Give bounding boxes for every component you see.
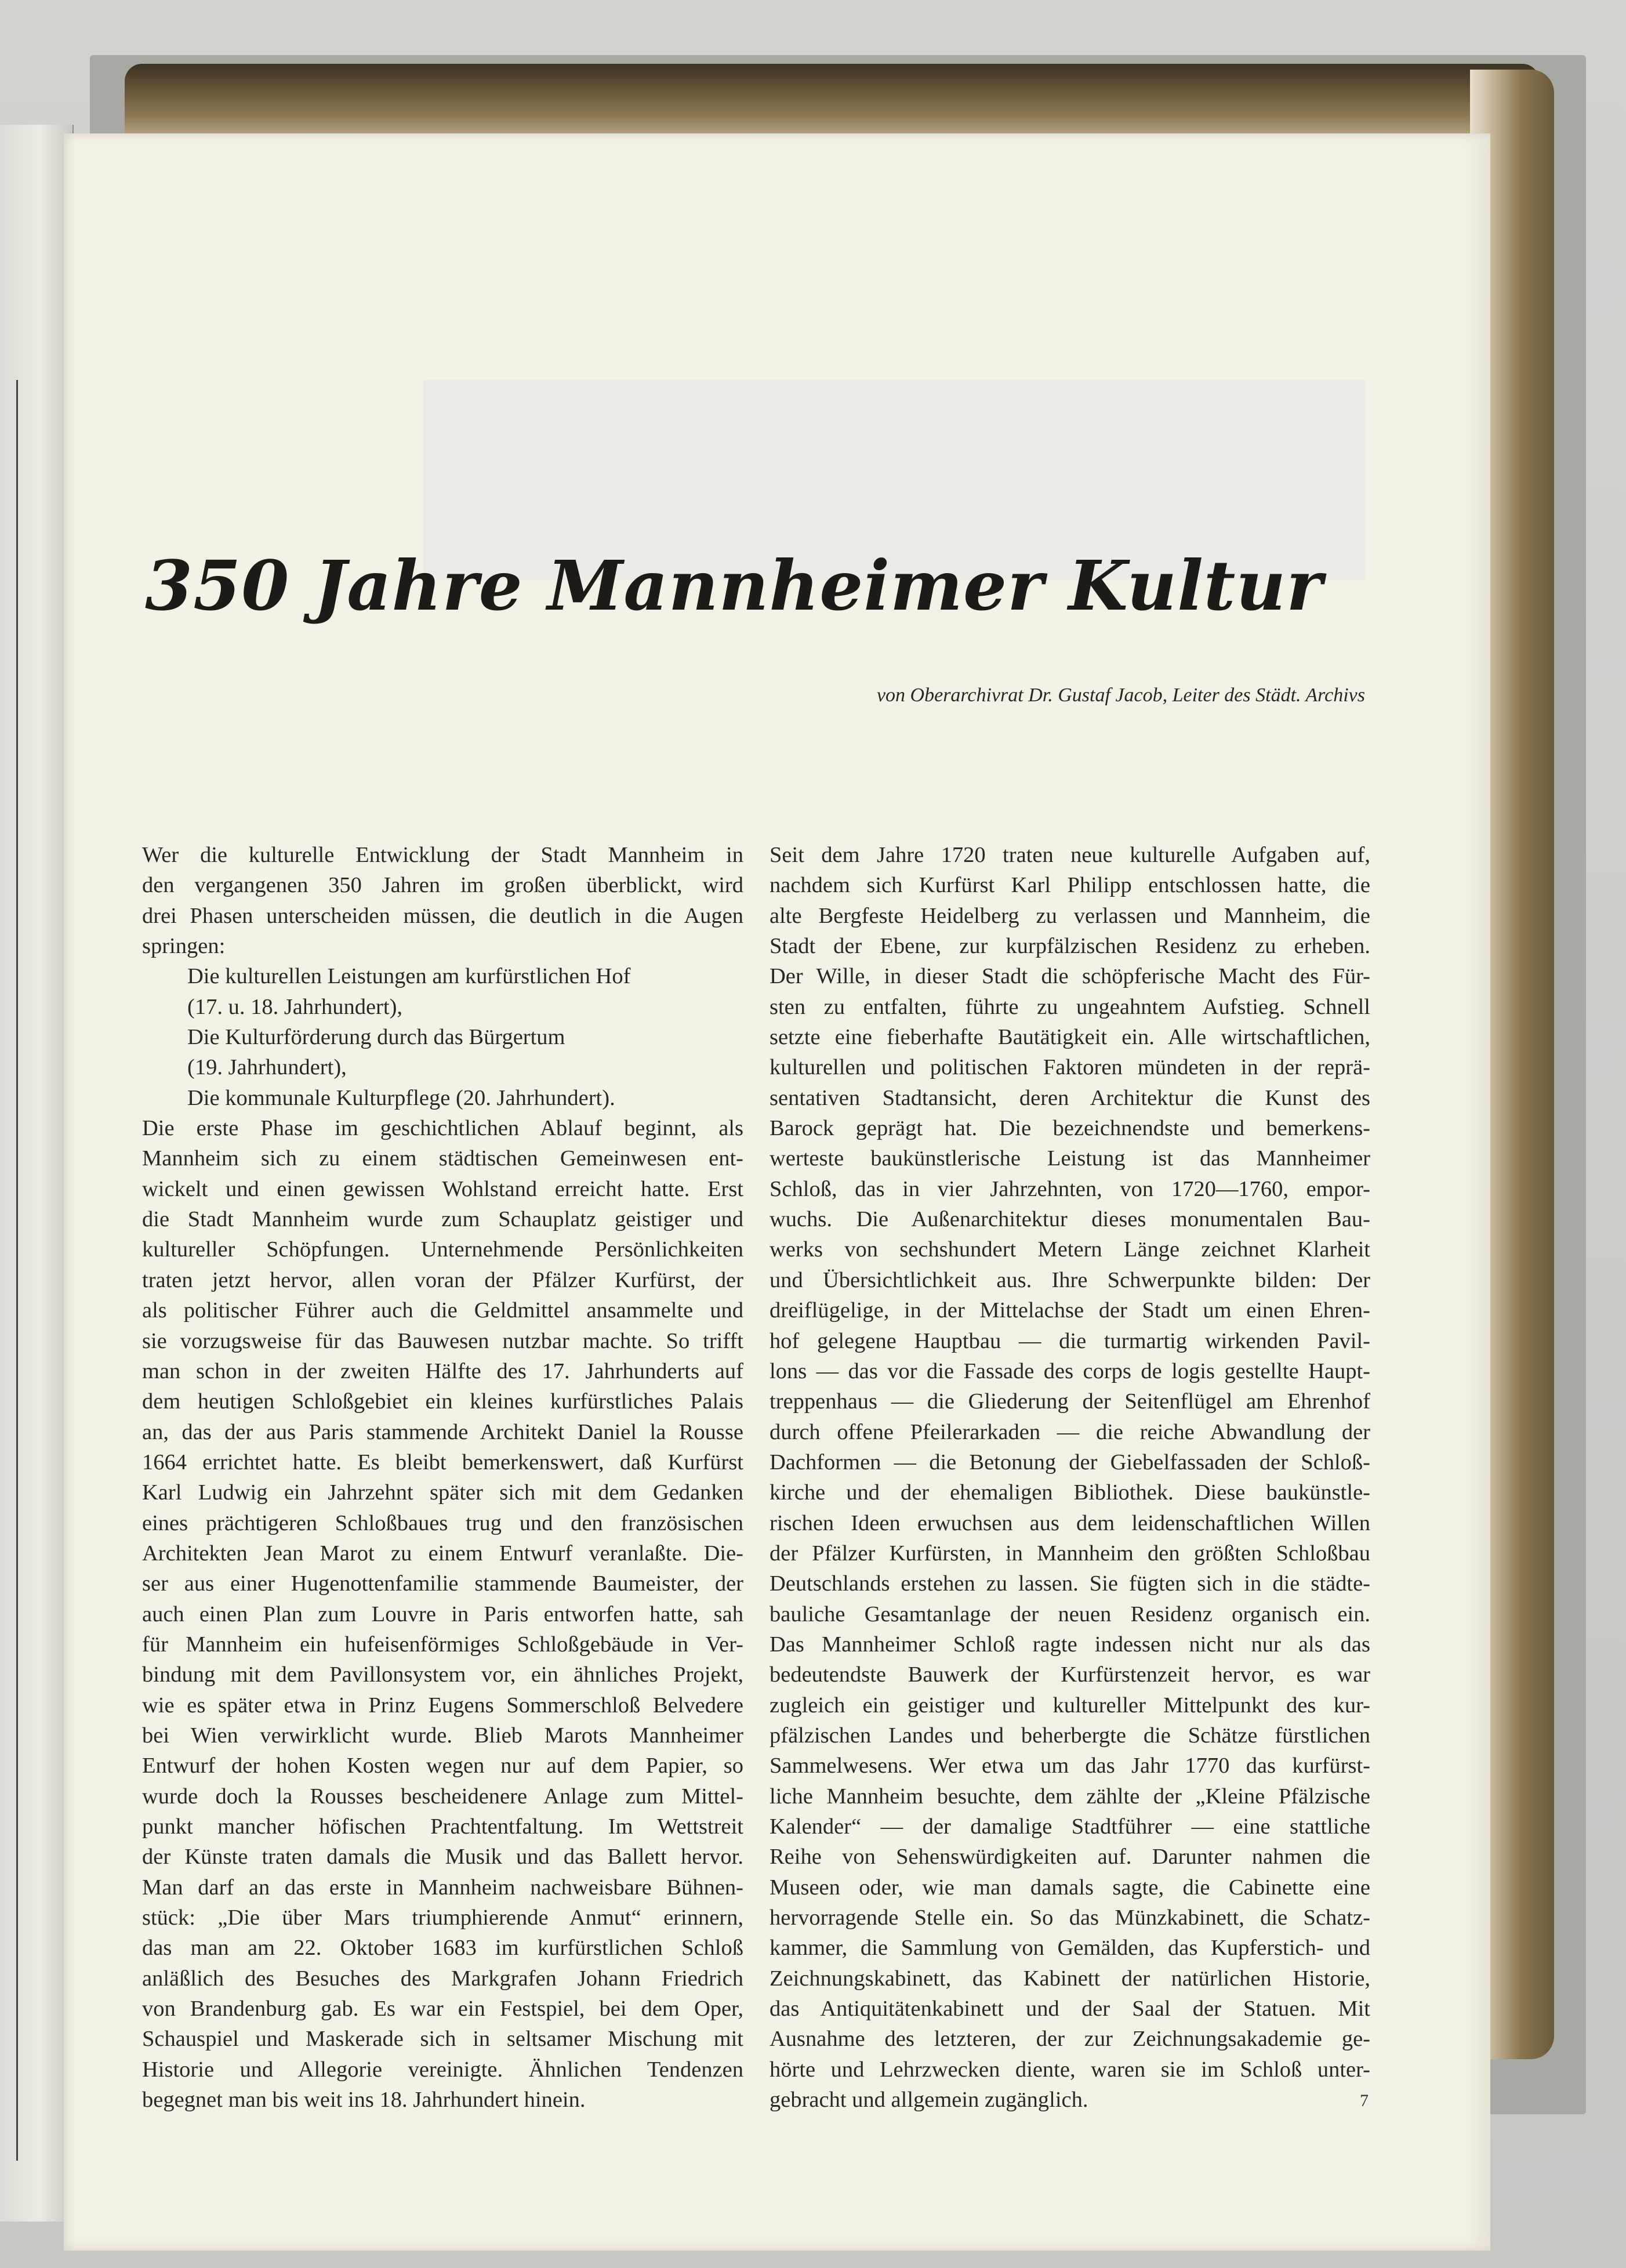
text-line: Schauspiel und Maskerade sich in seltsamer Mischung mit <box>142 2027 743 2052</box>
text-line: (19. Jahrhundert), <box>187 1055 347 1080</box>
text-line: ser aus einer Hugenottenfamilie stammende Baumeister, der <box>142 1571 743 1596</box>
text-line: drei Phasen unterscheiden müssen, die deutlich in die Augen <box>142 903 743 928</box>
text-line: Zeichnungskabinett, das Kabinett der natürlichen Historie, <box>770 1966 1370 1991</box>
text-line: wie es später etwa in Prinz Eugens Sommerschloß Belvedere <box>142 1693 743 1718</box>
text-line: hof gelegene Hauptbau — die turmartig wirkenden Pavil- <box>770 1328 1370 1353</box>
text-line: an, das der aus Paris stammende Architekt Daniel la Rousse <box>142 1419 743 1444</box>
text-line: bauliche Gesamtanlage der neuen Residenz organisch ein. <box>770 1602 1370 1626</box>
text-line: sten zu entfalten, führte zu ungeahntem Aufstieg. Schnell <box>770 994 1370 1019</box>
text-line: wurde doch la Rousses bescheidenere Anlage zum Mittel- <box>142 1784 743 1809</box>
text-line: lons — das vor die Fassade des corps de logis gestellte Haupt- <box>770 1358 1370 1383</box>
text-line: Historie und Allegorie vereinigte. Ähnlichen Tendenzen <box>142 2057 743 2082</box>
text-line: dem heutigen Schloßgebiet ein kleines kurfürstliches Palais <box>142 1389 743 1414</box>
text-line: werteste baukünstlerische Leistung ist das Mannheimer <box>770 1146 1370 1171</box>
text-line: und Übersichtlichkeit aus. Ihre Schwerpunkte bilden: Der <box>770 1267 1370 1292</box>
text-line: Die erste Phase im geschichtlichen Ablauf beginnt, als <box>142 1116 743 1141</box>
text-line: kammer, die Sammlung von Gemälden, das Kupferstich- und <box>770 1936 1370 1961</box>
text-line: Entwurf der hohen Kosten wegen nur auf dem Papier, so <box>142 1753 743 1778</box>
text-line: durch offene Pfeilerarkaden — die reiche Abwandlung der <box>770 1419 1370 1444</box>
text-line: dreiflügelige, in der Mittelachse der Stadt um einen Ehren- <box>770 1298 1370 1323</box>
left-facing-page-edge <box>0 125 74 2222</box>
text-line: punkt mancher höfischen Prachtentfaltung. Im Wettstreit <box>142 1814 743 1839</box>
text-line: das Antiquitätenkabinett und der Saal der Statuen. Mit <box>770 1997 1370 2021</box>
text-line: stück: „Die über Mars triumphierende Anmut“ erinnern, <box>142 1905 743 1930</box>
text-line: kirche und der ehemaligen Bibliothek. Diese baukünstle- <box>770 1480 1370 1505</box>
text-line: sentativen Stadtansicht, deren Architektur die Kunst des <box>770 1085 1370 1110</box>
text-line: der Künste traten damals die Musik und das Ballett hervor. <box>142 1845 743 1870</box>
text-line: Museen oder, wie man damals sagte, die Cabinette eine <box>770 1875 1370 1900</box>
text-line: wuchs. Die Außenarchitektur dieses monumentalen Bau- <box>770 1207 1370 1232</box>
text-line: zugleich ein geistiger und kultureller Mittelpunkt des kur- <box>770 1693 1370 1718</box>
left-page-text-edge <box>0 380 18 2161</box>
text-line: Karl Ludwig ein Jahrzehnt später sich mit dem Gedanken <box>142 1480 743 1505</box>
text-line: bedeutendste Bauwerk der Kurfürstenzeit hervor, es war <box>770 1662 1370 1687</box>
text-line: Die kulturellen Leistungen am kurfürstlichen Hof <box>187 964 631 989</box>
text-line: für Mannheim ein hufeisenförmiges Schloßgebäude in Ver- <box>142 1632 743 1657</box>
text-line: Man darf an das erste in Mannheim nachweisbare Bühnen- <box>142 1875 743 1900</box>
text-line: hörte und Lehrzwecken diente, waren sie im Schloß unter- <box>770 2057 1370 2082</box>
text-line: bei Wien verwirklicht wurde. Blieb Marots Mannheimer <box>142 1723 743 1748</box>
text-line: Seit dem Jahre 1720 traten neue kulturelle Aufgaben auf, <box>770 843 1370 867</box>
text-line: Architekten Jean Marot zu einem Entwurf veranlaßte. Die- <box>142 1541 743 1566</box>
text-line: 1664 errichtet hatte. Es bleibt bemerkenswert, daß Kurfürst <box>142 1450 743 1474</box>
text-line: von Brandenburg gab. Es war ein Festspiel, bei dem Oper, <box>142 1997 743 2021</box>
text-line: man schon in der zweiten Hälfte des 17. Jahrhunderts auf <box>142 1358 743 1383</box>
text-line: traten jetzt hervor, allen voran der Pfälzer Kurfürst, der <box>142 1267 743 1292</box>
text-line: Sammelwesens. Wer etwa um das Jahr 1770 das kurfürst- <box>770 1753 1370 1778</box>
text-line: anläßlich des Besuches des Markgrafen Johann Friedrich <box>142 1966 743 1991</box>
text-line: setzte eine fieberhafte Bautätigkeit ein. Alle wirtschaftlichen, <box>770 1025 1370 1050</box>
text-line: springen: <box>142 934 226 959</box>
text-line: begegnet man bis weit ins 18. Jahrhundert hinein. <box>142 2088 586 2113</box>
text-line: als politischer Führer auch die Geldmittel ansammelte und <box>142 1298 743 1323</box>
article-title: 350 Jahre Mannheimer Kultur <box>145 545 1323 626</box>
text-line: Mannheim sich zu einem städtischen Gemeinwesen ent- <box>142 1146 743 1171</box>
text-line: Barock geprägt hat. Die bezeichnendste und bemerkens- <box>770 1116 1370 1141</box>
text-line: Kalender“ — der damalige Stadtführer — eine stattliche <box>770 1814 1370 1839</box>
text-line: Wer die kulturelle Entwicklung der Stadt Mannheim in <box>142 843 743 867</box>
text-line: die Stadt Mannheim wurde zum Schauplatz geistiger und <box>142 1207 743 1232</box>
text-line: wickelt und einen gewissen Wohlstand erreicht hatte. Erst <box>142 1176 743 1201</box>
text-line: Deutschlands erstehen zu lassen. Sie fügten sich in die städte- <box>770 1571 1370 1596</box>
text-line: nachdem sich Kurfürst Karl Philipp entschlossen hatte, die <box>770 873 1370 898</box>
text-line: Der Wille, in dieser Stadt die schöpferische Macht des Für- <box>770 964 1370 989</box>
text-line: bindung mit dem Pavillonsystem vor, ein ähnliches Projekt, <box>142 1662 743 1687</box>
text-line: Ausnahme des letzteren, der zur Zeichnungsakademie ge- <box>770 2027 1370 2052</box>
text-line: alte Bergfeste Heidelberg zu verlassen und Mannheim, die <box>770 903 1370 928</box>
text-line: der Pfälzer Kurfürsten, in Mannheim den größten Schloßbau <box>770 1541 1370 1566</box>
text-line: kultureller Schöpfungen. Unternehmende Persönlichkeiten <box>142 1237 743 1262</box>
right-text-column <box>770 840 1370 2115</box>
text-line: (17. u. 18. Jahrhundert), <box>187 994 403 1019</box>
text-line: pfälzischen Landes und beherbergte die Schätze fürstlichen <box>770 1723 1370 1748</box>
text-line: Die Kulturförderung durch das Bürgertum <box>187 1025 565 1050</box>
text-line: kulturellen und politischen Faktoren mündeten in der reprä- <box>770 1055 1370 1080</box>
text-line: Die kommunale Kulturpflege (20. Jahrhundert). <box>187 1085 615 1110</box>
text-line: Schloß, das in vier Jahrzehnten, von 1720—1760, empor- <box>770 1176 1370 1201</box>
text-line: rischen Ideen erwuchsen aus dem leidenschaftlichen Willen <box>770 1510 1370 1535</box>
text-line: Stadt der Ebene, zur kurpfälzischen Residenz zu erheben. <box>770 934 1370 959</box>
text-line: gebracht und allgemein zugänglich. <box>770 2088 1088 2113</box>
text-line: Das Mannheimer Schloß ragte indessen nicht nur als das <box>770 1632 1370 1657</box>
text-line: Dachformen — die Betonung der Giebelfassaden der Schloß- <box>770 1450 1370 1474</box>
text-line: eines prächtigeren Schloßbaues trug und den französischen <box>142 1510 743 1535</box>
text-line: sie vorzugsweise für das Bauwesen nutzbar machte. So trifft <box>142 1328 743 1353</box>
left-text-column <box>142 840 743 2115</box>
text-line: treppenhaus — die Gliederung der Seitenflügel am Ehrenhof <box>770 1389 1370 1414</box>
article-byline: von Oberarchivrat Dr. Gustaf Jacob, Leiter des Städt. Archivs <box>876 684 1365 706</box>
text-line: liche Mannheim besuchte, dem zählte der „Kleine Pfälzische <box>770 1784 1370 1809</box>
text-line: den vergangenen 350 Jahren im großen überblickt, wird <box>142 873 743 898</box>
text-line: Reihe von Sehenswürdigkeiten auf. Darunter nahmen die <box>770 1845 1370 1870</box>
text-line: auch einen Plan zum Louvre in Paris entworfen hatte, sah <box>142 1602 743 1626</box>
page-block-top <box>125 64 1540 139</box>
text-line: hervorragende Stelle ein. So das Münzkabinett, die Schatz- <box>770 1905 1370 1930</box>
text-line: werks von sechshundert Metern Länge zeichnet Klarheit <box>770 1237 1370 1262</box>
page-number: 7 <box>1360 2091 1369 2110</box>
text-line: das man am 22. Oktober 1683 im kurfürstlichen Schloß <box>142 1936 743 1961</box>
